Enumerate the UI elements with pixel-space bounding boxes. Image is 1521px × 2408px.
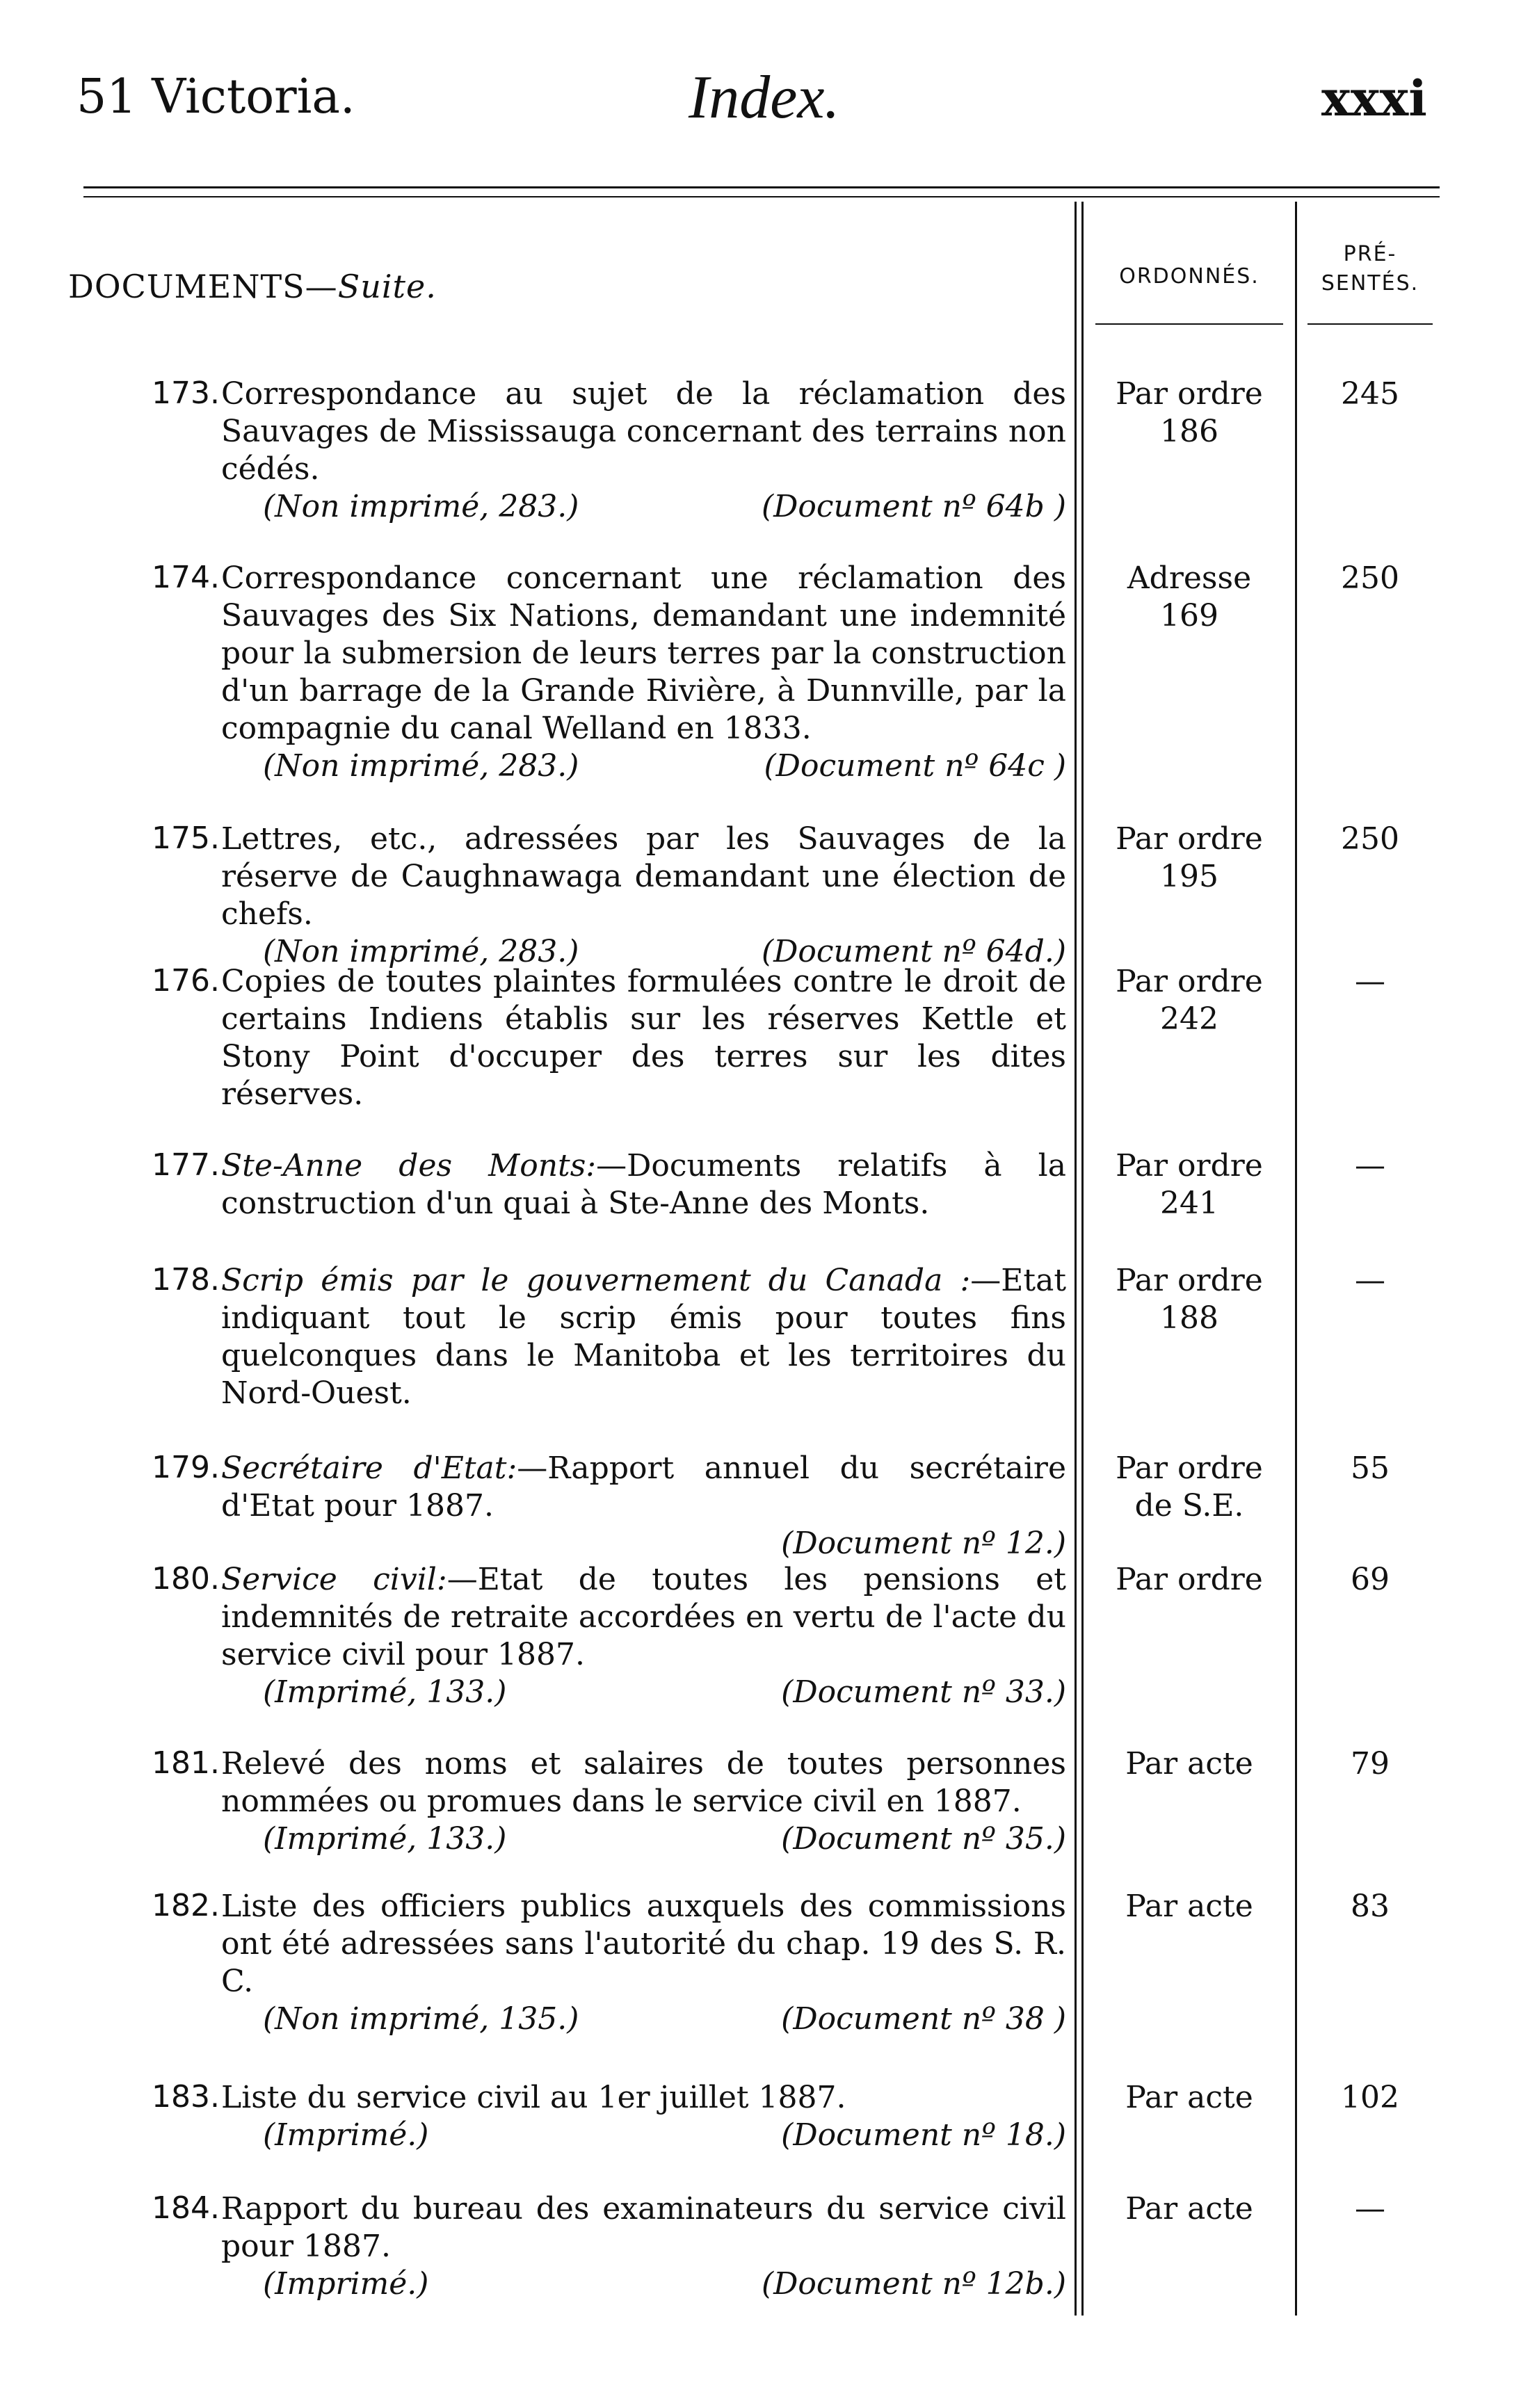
entry-print-status: (Non imprimé, 283.) [263, 489, 579, 524]
entry-text [221, 375, 1066, 526]
entry-body: Copies de toutes plaintes formulées contre le droit de certains Indiens établis sur les réserves Kettle et Stony Point d'occuper des terres sur les dites réserves. [221, 964, 1066, 1112]
entry-lead: Service civil: [221, 1562, 447, 1597]
entry-text [221, 560, 1066, 785]
entry-ordonnes: Par ordre de S.E. [1116, 1451, 1263, 1524]
entry-print-status: (Imprimé, 133.) [263, 1674, 507, 1710]
entry-print-status: (Non imprimé, 283.) [263, 934, 579, 969]
entry-presentes: 250 [1341, 560, 1399, 596]
entry-print-status: (Imprimé, 133.) [263, 1821, 507, 1857]
entry-body: Rapport du bureau des examinateurs du service civil pour 1887. [221, 2191, 1066, 2264]
section-title-suffix: Suite. [337, 268, 437, 305]
entry-presentes: 79 [1351, 1746, 1390, 1781]
entry-body: —Etat de toutes les pensions et indemnités de retraite accordées en vertu de l'acte du service civil pour 1887. [221, 1562, 1066, 1672]
entry-text [221, 2190, 1066, 2303]
entry-lead: Ste-Anne des Monts: [221, 1148, 597, 1183]
page-number: xxxi [1321, 70, 1427, 127]
entry-body: —Documents relatifs à la construction d'un quai à Ste-Anne des Monts. [221, 1148, 1066, 1221]
entry-presentes: 250 [1341, 821, 1399, 857]
entry-body: —Etat indiquant tout le scrip émis pour toutes fins quelconques dans le Manitoba et les territoires du Nord-Ouest. [221, 1263, 1066, 1411]
entry-presentes: 69 [1351, 1562, 1390, 1597]
entry-number: 173. [152, 375, 220, 411]
column-head-rule-presentes [1307, 323, 1433, 325]
entry-body: Liste des officiers publics auxquels des commissions ont été adressées sans l'autorité du chap. 19 des S. R. C. [221, 1889, 1066, 1999]
column-head-ordonnes: ORDONNÉS. [1119, 264, 1260, 289]
entry-number: 174. [152, 560, 220, 595]
entry-reference [221, 2117, 1066, 2154]
entry-reference [221, 748, 1066, 785]
entry-number: 181. [152, 1745, 220, 1781]
entry-document-number: (Document nº 33.) [781, 1674, 1066, 1710]
running-header-title: Index. [689, 64, 840, 131]
entry-ordonnes: Par ordre 188 [1116, 1263, 1263, 1336]
entry-document-number: (Document nº 12b.) [761, 2266, 1066, 2302]
column-divider-left-inner [1081, 202, 1084, 2316]
entry-print-status: (Imprimé.) [263, 2117, 429, 2153]
entry-text [221, 1561, 1066, 1711]
entry-number: 184. [152, 2190, 220, 2226]
entry-body: Liste du service civil au 1er juillet 1887. [221, 2080, 846, 2115]
entry-reference [221, 1674, 1066, 1711]
entry-presentes: — [1355, 1148, 1385, 1183]
entry-lead: Secrétaire d'Etat: [221, 1451, 517, 1486]
entry-print-status: (Imprimé.) [263, 2266, 429, 2302]
entry-body: Lettres, etc., adressées par les Sauvages de la réserve de Caughnawaga demandant une élection de chefs. [221, 821, 1066, 932]
entry-document-number: (Document nº 18.) [781, 2117, 1066, 2153]
entry-text [221, 821, 1066, 971]
entry-number: 179. [152, 1450, 220, 1485]
entry-ordonnes: Par ordre [1116, 1562, 1263, 1597]
header-rule-bottom [83, 196, 1440, 197]
entry-text [221, 963, 1066, 1113]
entry-presentes: — [1355, 2191, 1385, 2227]
entry-document-number: (Document nº 64b ) [761, 489, 1066, 524]
entry-text [221, 1262, 1066, 1412]
entry-body: Correspondance au sujet de la réclamation des Sauvages de Mississauga concernant des terrains non cédés. [221, 376, 1066, 487]
entry-reference [221, 488, 1066, 526]
entry-reference [221, 1820, 1066, 1858]
entry-lead: Scrip émis par le gouvernement du Canada : [221, 1263, 971, 1298]
entry-ordonnes: Par acte [1125, 1746, 1253, 1781]
entry-document-number: (Document nº 64d.) [761, 934, 1066, 969]
entry-ordonnes: Par ordre 242 [1116, 964, 1263, 1037]
entry-presentes: 83 [1351, 1889, 1390, 1924]
entry-presentes: — [1355, 1263, 1385, 1298]
entry-document-number: (Document nº 38 ) [781, 2001, 1066, 2037]
entry-number: 180. [152, 1561, 220, 1597]
entry-ordonnes: Par ordre 195 [1116, 821, 1263, 894]
entry-presentes: 245 [1341, 376, 1399, 412]
entry-number: 177. [152, 1147, 220, 1183]
entry-presentes: 55 [1351, 1451, 1390, 1486]
entry-document-number: (Document nº 64c ) [764, 748, 1066, 784]
entry-ordonnes: Par ordre 241 [1116, 1148, 1263, 1221]
entry-document-number: (Document nº 12.) [781, 1526, 1066, 1561]
entry-number: 178. [152, 1262, 220, 1298]
column-head-rule-ordonnes [1095, 323, 1283, 325]
entry-ordonnes: Par ordre 186 [1116, 376, 1263, 449]
entry-text [221, 1888, 1066, 2038]
running-header-left: 51 Victoria. [77, 70, 355, 124]
entry-ordonnes: Adresse 169 [1127, 560, 1252, 633]
entry-ordonnes: Par acte [1125, 1889, 1253, 1924]
entry-presentes: — [1355, 964, 1385, 999]
entry-reference [221, 2265, 1066, 2303]
entry-reference [221, 2001, 1066, 2038]
entry-body: Correspondance concernant une réclamation des Sauvages des Six Nations, demandant une indemnité pour la submersion de leurs terres par la construction d'un barrage de la Grande Rivière, à Dunnville, par la compagnie du canal Welland en 1833. [221, 560, 1066, 746]
entry-number: 175. [152, 821, 220, 856]
column-divider-right [1295, 202, 1297, 2316]
entry-print-status: (Non imprimé, 135.) [263, 2001, 579, 2037]
entry-text [221, 1745, 1066, 1858]
entry-ordonnes: Par acte [1125, 2080, 1253, 2115]
entry-body: Relevé des noms et salaires de toutes personnes nommées ou promues dans le service civil en 1887. [221, 1746, 1066, 1819]
entry-number: 176. [152, 963, 220, 999]
entry-presentes: 102 [1341, 2080, 1399, 2115]
column-head-presentes: PRÉ- SENTÉS. [1321, 242, 1419, 296]
entry-body: —Rapport annuel du secrétaire d'Etat pour 1887. [221, 1451, 1066, 1524]
section-title-main: DOCUMENTS— [68, 268, 338, 305]
section-title [68, 268, 437, 305]
entry-text [221, 1147, 1066, 1222]
entry-text [221, 1450, 1066, 1562]
column-divider-left [1075, 202, 1077, 2316]
entry-ordonnes: Par acte [1125, 2191, 1253, 2227]
entry-print-status: (Non imprimé, 283.) [263, 748, 579, 784]
entry-number: 182. [152, 1888, 220, 1923]
header-rule-top [83, 186, 1440, 188]
entry-number: 183. [152, 2079, 220, 2115]
entry-reference [221, 1525, 1066, 1562]
entry-document-number: (Document nº 35.) [781, 1821, 1066, 1857]
entry-text [221, 2079, 1066, 2154]
